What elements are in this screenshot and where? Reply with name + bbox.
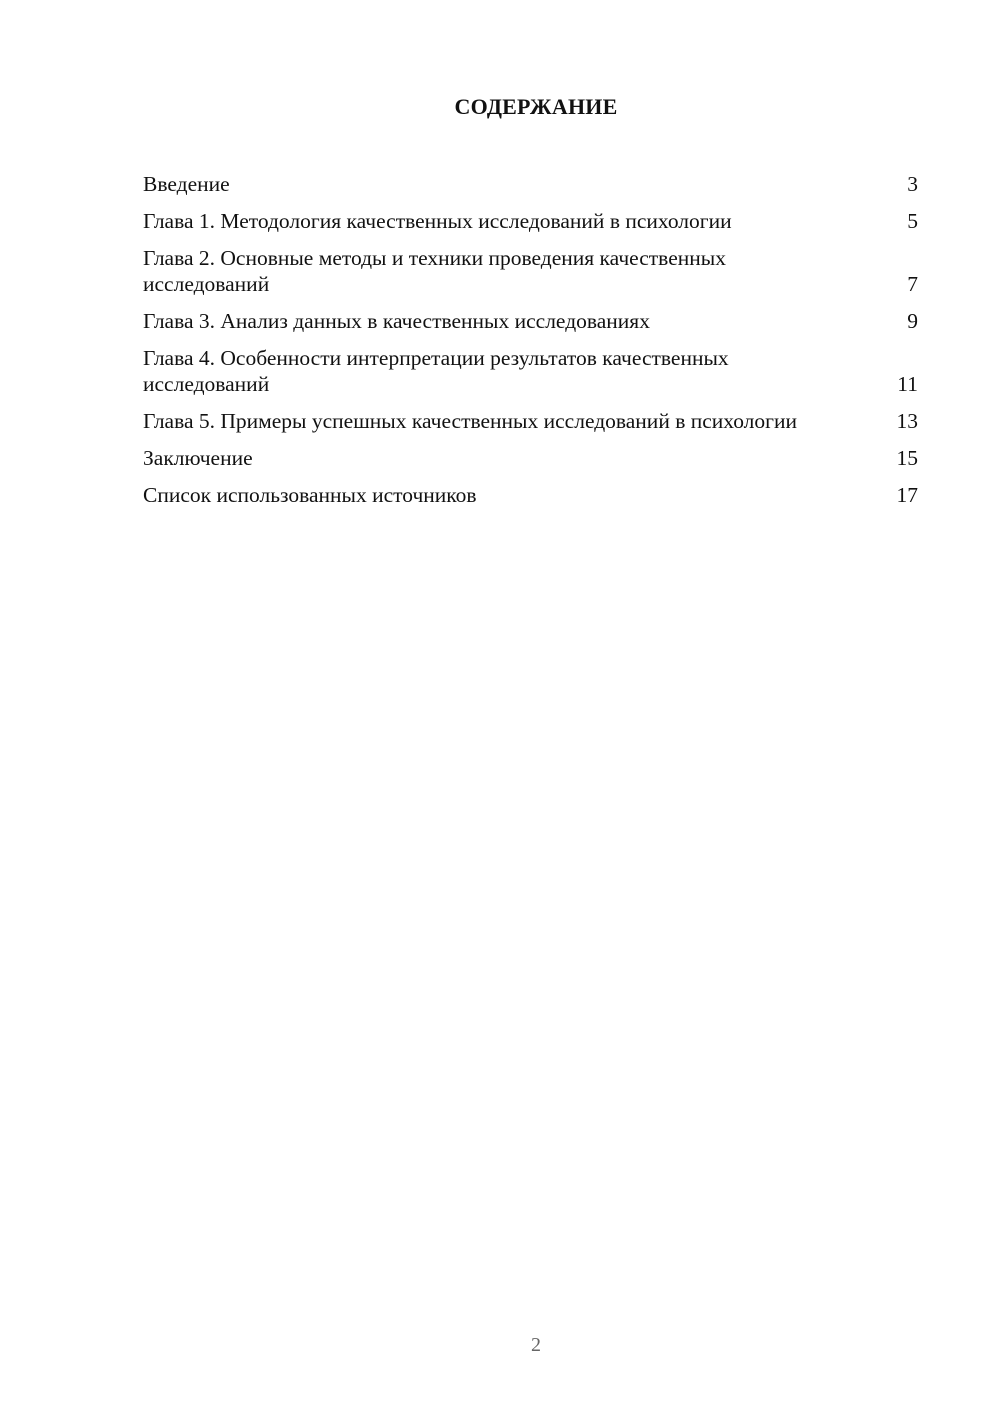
toc-entry-title: Глава 4. Особенности интерпретации результатов качественных исследований [143, 346, 729, 396]
toc-entry-chapter-4 [143, 345, 918, 397]
toc-entry-chapter-3 [143, 308, 918, 334]
toc-entry-chapter-1 [143, 208, 918, 234]
page-number: 2 [531, 1334, 541, 1356]
toc-entry-title: Список использованных источников [143, 483, 477, 507]
toc-entry-page: 13 [896, 409, 918, 433]
toc-entry-title: Глава 1. Методология качественных исследований в психологии [143, 209, 732, 233]
toc-heading: СОДЕРЖАНИЕ [454, 94, 618, 119]
toc-entry-page: 11 [897, 372, 918, 396]
toc-entry-references [143, 482, 918, 508]
toc-entry-chapter-2 [143, 245, 918, 297]
toc-entry-page: 15 [896, 446, 918, 470]
table-of-contents [143, 171, 918, 519]
toc-entry-conclusion [143, 445, 918, 471]
toc-entry-title: Заключение [143, 446, 253, 470]
toc-entry-title: Глава 3. Анализ данных в качественных исследованиях [143, 309, 650, 333]
toc-entry-page: 9 [907, 309, 918, 333]
toc-entry-page: 3 [907, 172, 918, 196]
toc-entry-title: Глава 5. Примеры успешных качественных исследований в психологии [143, 409, 797, 433]
toc-entry-chapter-5 [143, 408, 918, 434]
toc-entry-page: 17 [896, 483, 918, 507]
toc-entry-page: 5 [907, 209, 918, 233]
toc-entry-title: Глава 2. Основные методы и техники проведения качественных исследований [143, 246, 726, 296]
toc-entry-page: 7 [907, 272, 918, 296]
toc-entry-title: Введение [143, 172, 230, 196]
toc-entry-introduction [143, 171, 918, 197]
